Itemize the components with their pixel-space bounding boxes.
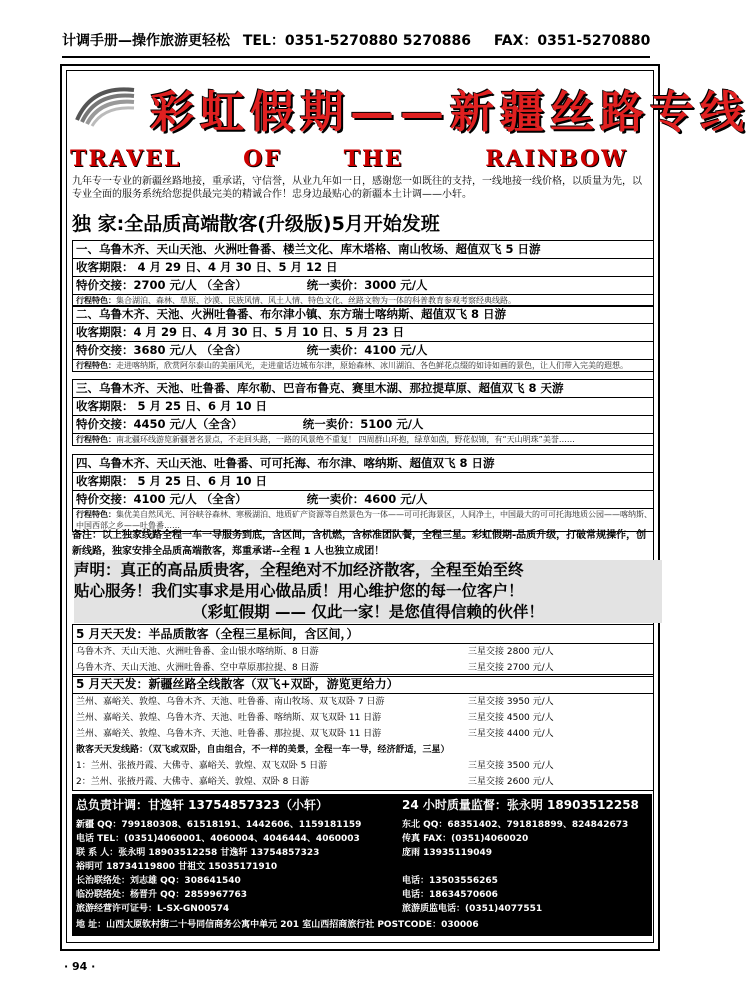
contact-line: 长治联络处：刘志雄 QQ：308641540 <box>76 876 241 886</box>
page-number: · 94 · <box>64 960 96 973</box>
contact-line: 电话：13503556265 <box>402 876 498 886</box>
tour-block <box>72 305 654 372</box>
tour-dates: 收客期限：4 月 29 日、4 月 30 日、5 月 10 日、5 月 23 日 <box>73 323 653 341</box>
daily-semi-section <box>72 624 654 677</box>
route-name: 乌鲁木齐、天山天池、火洲吐鲁番、金山银水喀纳斯、8 日游 <box>76 647 319 657</box>
sub-heading: 散客天天发线路：（双飞或双卧，自由组合，不一样的美景，全程一车一导，经济舒适，三星） <box>76 745 450 755</box>
contact-line: 电话：18634570606 <box>402 890 498 900</box>
route-price: 三星交接 3500 元/人 <box>468 761 554 771</box>
route-price: 三星交接 3950 元/人 <box>468 697 554 707</box>
tour-price: 特价交接：4450 元/人（全含） <box>76 417 243 431</box>
route-price: 三星交接 2700 元/人 <box>468 663 554 673</box>
section-heading: 5 月天天发：新疆丝路全线散客（双飞+双卧，游览更给力） <box>73 675 653 694</box>
route-row <box>73 774 653 790</box>
contact-line: 电话 TEL：(0351)4060001、4060004、4046444、4060003 <box>76 834 360 844</box>
address-line: 地 址：山西太原钦村街二十号同信商务公寓中单元 201 室山西招商旅行社 POSTCODE：030006 <box>76 920 479 930</box>
route-row <box>73 710 653 726</box>
page-title: 彩虹假期——新疆丝路专线 <box>150 87 750 138</box>
route-row <box>73 726 653 742</box>
contact-line: 庞雨 13935119049 <box>402 848 493 858</box>
english-word: THE <box>343 146 404 172</box>
english-title <box>70 146 650 172</box>
exclusive-heading: 独 家:全品质高端散客(升级版)5月开始发班 <box>72 213 440 235</box>
tour-feature: 行程特色：集合湖泊、森林、草原、沙漠、民族风情、风土人情、特色文化、丝路文物为一体的科普教育参观考察经典线路。 <box>73 294 653 306</box>
statement-line: 声明：真正的高品质贵客，全程绝对不加经济散客，全程至始至终 <box>74 561 524 579</box>
english-word: OF <box>243 146 282 172</box>
header-fax: FAX：0351-5270880 <box>493 33 651 49</box>
statement-line: （彩虹假期 —— 仅此一家！是您值得信赖的伙伴！ <box>192 603 544 621</box>
route-name: 乌鲁木齐、天山天池、火洲吐鲁番、空中草原那拉提、8 日游 <box>76 663 319 673</box>
contact-footer <box>72 794 652 936</box>
tour-block <box>72 454 654 532</box>
tour-sell: 统一卖价：4100 元/人 <box>306 343 428 357</box>
route-price: 三星交接 2800 元/人 <box>468 647 554 657</box>
tour-dates: 收客期限： 5 月 25 日、6 月 10 日 <box>73 472 653 490</box>
contact-line: 旅游质监电话：(0351)4077551 <box>402 904 543 914</box>
contact-line: 旅游经营许可证号：L-SX-GN00574 <box>76 904 230 914</box>
tour-price: 特价交接：4100 元/人 （全含） <box>76 492 247 506</box>
route-name: 2：兰州、张掖丹霞、大佛寺、嘉峪关、敦煌、双卧 8 日游 <box>76 777 310 787</box>
tour-sell: 统一卖价：3000 元/人 <box>306 278 428 292</box>
tour-name: 一、乌鲁木齐、天山天池、火洲吐鲁番、楼兰文化、库木塔格、南山牧场、超值双飞 5 日游 <box>76 242 541 256</box>
tour-price-row <box>73 276 653 294</box>
tour-sell: 统一卖价：4600 元/人 <box>306 492 428 506</box>
route-row <box>73 758 653 774</box>
route-name: 兰州、嘉峪关、敦煌、乌鲁木齐、天池、吐鲁番、那拉提、双飞双卧 11 日游 <box>76 729 382 739</box>
header-tel: TEL：0351-5270880 5270886 <box>242 33 471 49</box>
tour-price: 特价交接：3680 元/人 （全含） <box>76 343 247 357</box>
quality-supervisor: 24 小时质量监督：张永明 18903512258 <box>402 798 639 812</box>
tour-sell: 统一卖价：5100 元/人 <box>302 417 424 431</box>
statement-box <box>74 560 662 623</box>
english-word: TRAVEL <box>70 146 182 172</box>
route-price: 三星交接 4500 元/人 <box>468 713 554 723</box>
route-row <box>73 694 653 710</box>
contact-line: 临汾联络处：杨晋升 QQ：2859967763 <box>76 890 248 900</box>
contact-line: 联 系 人：张永明 18903512258 甘逸轩 13754857323 <box>76 848 320 858</box>
route-row <box>73 644 653 660</box>
route-price: 三星交接 2600 元/人 <box>468 777 554 787</box>
route-name: 兰州、嘉峪关、敦煌、乌鲁木齐、天池、吐鲁番、喀纳斯、双飞双卧 11 日游 <box>76 713 382 723</box>
contact-line: 传真 FAX：(0351)4060020 <box>402 834 529 844</box>
tour-feature: 行程特色：南北疆环线游览新疆著名景点，不走回头路，一路的风景绝不重复！ 四周群山环抱，绿草如茵，野花似锦，有“天山明珠”美誉…… <box>73 433 653 445</box>
header-slogan: 计调手册—操作旅游更轻松 <box>62 33 230 49</box>
tour-dates: 收客期限： 4 月 29 日、4 月 30 日、5 月 12 日 <box>73 258 653 276</box>
english-word: RAINBOW <box>485 146 628 172</box>
tour-name: 二、乌鲁木齐、天池、火洲吐鲁番、布尔津小镇、东方瑞士喀纳斯、超值双飞 8 日游 <box>76 307 507 321</box>
daily-full-section <box>72 674 654 791</box>
contact-line: 裕明可 18734119800 甘祖文 15035171910 <box>76 862 278 872</box>
remarks: 备注：以上独家线路全程一车一导服务到底，含区间，含机燃，含标准团队餐，全程三星。彩虹假期-品质升级，打破常规操作，创新线路，独家安排全品质高端散客，郑重承诺--全程 1 人也独立成团！ <box>72 530 647 557</box>
route-price: 三星交接 4400 元/人 <box>468 729 554 739</box>
route-name: 1：兰州、张掖丹霞、大佛寺、嘉峪关、敦煌、双飞双卧 5 日游 <box>76 761 328 771</box>
contact-line: 新疆 QQ：799180308、61518191、1442606、1159181159 <box>76 820 362 830</box>
tour-feature: 行程特色：走进喀纳斯，欣赏阿尔泰山的美丽风光，走进童话边城布尔津，原始森林、冰川湖泊、各色鲜花点缀的如诗如画的景色，让人们带入完美的遐想。 <box>73 359 653 371</box>
tour-name: 四、乌鲁木齐、天山天池、吐鲁番、可可托海、布尔津、喀纳斯、超值双飞 8 日游 <box>76 456 495 470</box>
chief-planner: 总负责计调：甘逸轩 13754857323（小轩） <box>76 798 329 812</box>
tour-feature: 行程特色：集优美自然风光、河谷峡谷森林、寒极湖泊、地质矿产资源等自然景色为一体——可可托海景区，人间净土，中国最大的可可托海地质公园——喀纳斯、中国西部之乡——吐鲁番…… <box>73 508 653 531</box>
tour-block <box>72 240 654 307</box>
statement-line: 贴心服务！我们实事求是用心做品质！用心维护您的每一位客户！ <box>74 582 524 600</box>
tour-price-row <box>73 490 653 508</box>
tour-block <box>72 379 654 446</box>
contact-line: 东北 QQ：68351402、791818899、824842673 <box>402 820 629 830</box>
tour-name: 三、乌鲁木齐、天池、吐鲁番、库尔勒、巴音布鲁克、赛里木湖、那拉提草原、超值双飞 8 天游 <box>76 381 564 395</box>
rainbow-swirl-logo <box>72 80 142 132</box>
header-bar <box>62 30 650 58</box>
route-name: 兰州、嘉峪关、敦煌、乌鲁木齐、天池、吐鲁番、南山牧场、双飞双卧 7 日游 <box>76 697 385 707</box>
tour-price-row <box>73 341 653 359</box>
tour-dates: 收客期限： 5 月 25 日、6 月 10 日 <box>73 397 653 415</box>
intro-paragraph: 九年专一专业的新疆丝路地接，重承诺，守信誉，从业九年如一日，感谢您一如既往的支持，一线地接一线价格，以质量为先，以专业全面的服务系统给您提供最完美的精诚合作！忠身边最贴心的新疆本土计调——小轩。 <box>72 176 642 200</box>
tour-price: 特价交接：2700 元/人 （全含） <box>76 278 247 292</box>
tour-price-row <box>73 415 653 433</box>
section-heading: 5 月天天发：半品质散客（全程三星标间，含区间，） <box>73 625 653 644</box>
